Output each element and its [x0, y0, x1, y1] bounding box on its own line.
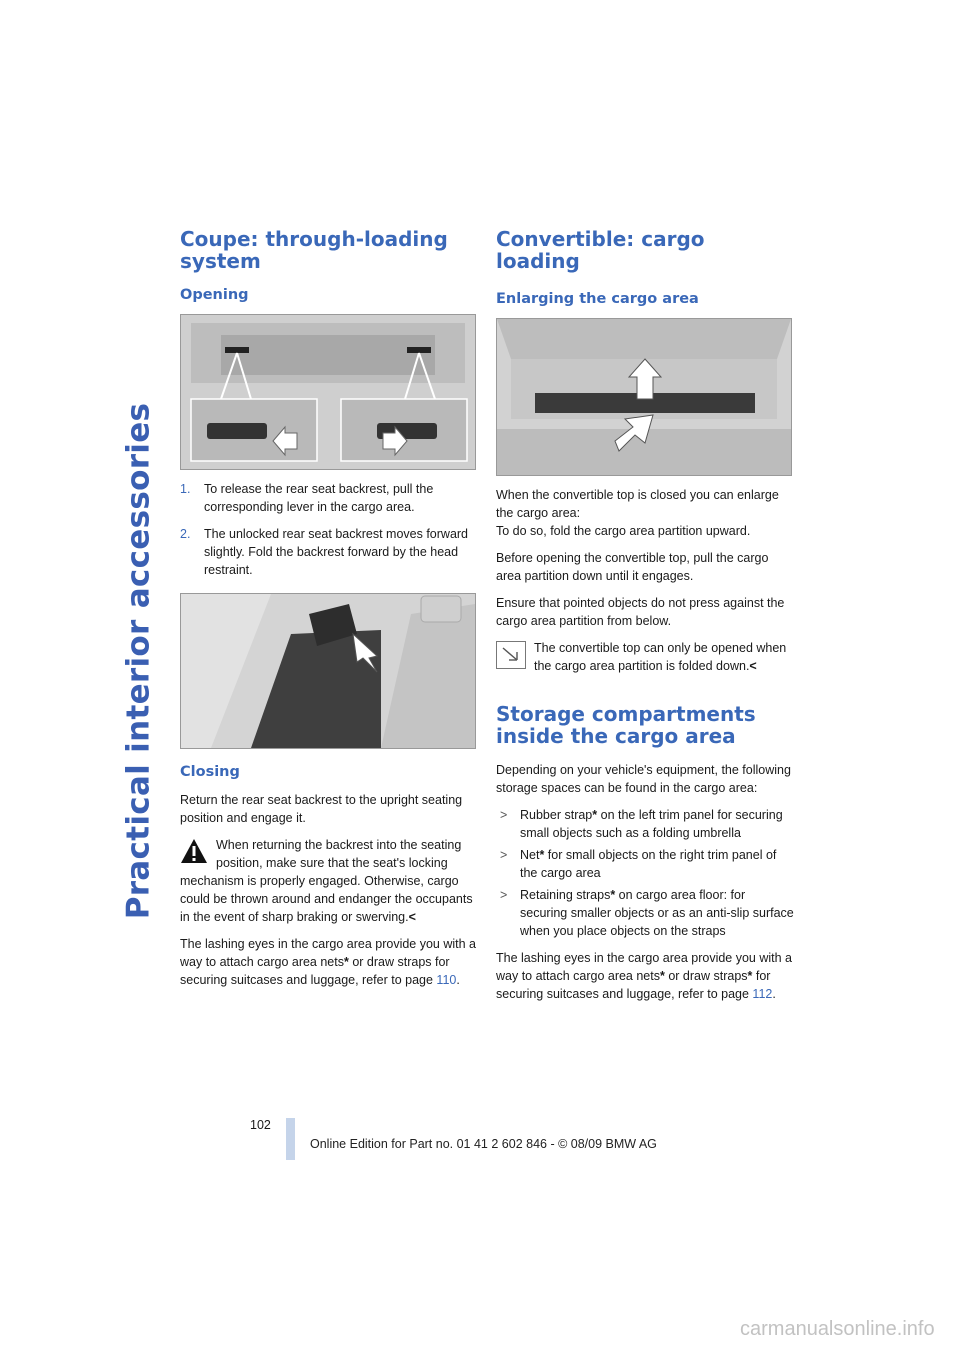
enlarge-text: When the convertible top is closed you can enlarge the cargo area: To do so, fold the cargo area partition upward.	[496, 488, 779, 538]
closing-text: Return the rear seat backrest to the upright seating position and engage it.	[180, 793, 463, 825]
page-link-112[interactable]: 112	[752, 987, 773, 1001]
closing-heading: Closing	[180, 764, 240, 780]
info-note	[496, 639, 794, 679]
enlarging-heading: Enlarging the cargo area	[496, 291, 699, 307]
page-link-110[interactable]: 110	[436, 973, 457, 987]
note-arrow-icon	[496, 641, 526, 669]
footer-accent-bar	[286, 1118, 295, 1160]
backrest-fold-figure	[180, 593, 476, 749]
pointed-objects-text: Ensure that pointed objects do not press against the cargo area partition from below.	[496, 596, 785, 628]
list-item: > Rubber strap* on the left trim panel for securing small objects such as a folding umbrella	[500, 808, 783, 840]
site-watermark: carmanualsonline.info	[740, 1318, 935, 1340]
convertible-heading: Convertible: cargo loading	[496, 227, 705, 273]
storage-intro-text: Depending on your vehicle's equipment, the following storage spaces can be found in the cargo area:	[496, 763, 791, 795]
storage-heading: Storage compartments inside the cargo area	[496, 702, 756, 748]
lashing-eyes-text-right: The lashing eyes in the cargo area provide you with a way to attach cargo area nets* or draw straps* for securing suitcases and luggage, refer to page 112.	[496, 951, 793, 1001]
right-column	[496, 228, 794, 1012]
page-number: 102	[250, 1118, 271, 1132]
opening-steps	[180, 480, 476, 579]
partition-down-text: Before opening the convertible top, pull the cargo area partition down until it engages.	[496, 551, 769, 583]
lashing-eyes-text: The lashing eyes in the cargo area provide you with a way to attach cargo area nets* or draw straps for securing suitcases and luggage, refer to page 110.	[180, 937, 477, 987]
through-loading-levers-figure	[180, 314, 476, 470]
step-item: 1. To release the rear seat backrest, pull the corresponding lever in the cargo area.	[180, 482, 434, 514]
edition-footer: Online Edition for Part no. 01 41 2 602 846 - © 08/09 BMW AG	[310, 1137, 657, 1151]
warning-note	[180, 836, 476, 926]
left-column	[180, 228, 476, 998]
side-section-title: Practical interior accessories	[120, 402, 156, 920]
note-text: The convertible top can only be opened when the cargo area partition is folded down.<	[534, 641, 787, 673]
step-item: 2. The unlocked rear seat backrest moves forward slightly. Fold the backrest forward by the head restraint.	[180, 527, 469, 577]
cargo-partition-figure	[496, 318, 792, 476]
warning-text: When returning the backrest into the seating position, make sure that the seat's locking mechanism is properly engaged. Otherwise, cargo could be thrown around and endanger the occupants in the event of sharp braking or swerving.<	[180, 838, 473, 924]
list-item: > Retaining straps* on cargo area floor: for securing smaller objects or as an anti-slip surface when you place objects on the straps	[500, 888, 794, 938]
list-item: > Net* for small objects on the right trim panel of the cargo area	[500, 848, 777, 880]
warning-triangle-icon	[180, 838, 208, 864]
storage-list	[496, 806, 794, 940]
coupe-heading: Coupe: through-loading system	[180, 227, 448, 273]
opening-heading: Opening	[180, 287, 249, 303]
